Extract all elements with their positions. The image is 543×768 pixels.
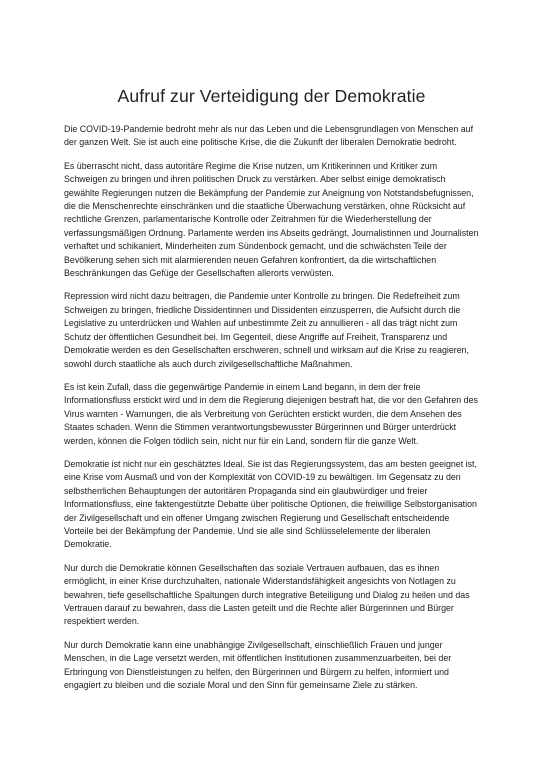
paragraph-1: Die COVID-19-Pandemie bedroht mehr als nur das Leben und die Lebensgrundlagen von Menschen auf der ganzen Welt. Sie ist auch eine politische Krise, die die Zukunft der liberalen Demokratie bedroht. [64, 124, 474, 148]
paragraph-7: Nur durch Demokratie kann eine unabhängige Zivilgesellschaft, einschließlich Frauen und junger Menschen, in die Lage versetzt werden, mit öffentlichen Institutionen zusammenzuarbeiten, bei der Erbringung von Dienstleistungen zu helfen, den Bürgerinnen und Bürgern zu helfen, informiert und engagiert zu bleiben und die soziale Moral und den Sinn für gemeinsame Ziele zu stärken. [64, 639, 452, 691]
paragraph-5: Demokratie ist nicht nur ein geschätztes Ideal. Sie ist das Regierungssystem, das am besten geeignet ist, eine Krise vom Ausmaß und von der Komplexität von COVID-19 zu bewältigen. Im Gegensatz zu den selbstherrlichen Behauptungen der autoritären Propaganda sind ein glaubwürdiger und freier Informationsfluss, eine faktengestützte Debatte über politische Optionen, die freiwillige Selbstorganisation der Zivilgesellschaft und ein offener Umgang zwischen Regierung und Gesellschaft entscheidende Vorteile bei der Bekämpfung der Pandemie. Und sie alle sind Schlüsselelemente der liberalen Demokratie. [64, 458, 477, 550]
paragraph-4: Es ist kein Zufall, dass die gegenwärtige Pandemie in einem Land begann, in dem der freie Informationsfluss erstickt wird und in dem die Regierung diejenigen bestraft hat, die vor den Gefahren des Virus warnten - Warnungen, die als Verbreitung von Gerüchten erstickt wurden, die dem Ansehen des Staates schaden. Wenn die Stimmen verantwortungsbewusster Bürgerinnen und Bürger unterdrückt werden, können die Folgen tödlich sein, nicht nur für ein Land, sondern für die ganze Welt. [64, 381, 478, 446]
paragraph-6: Nur durch die Demokratie können Gesellschaften das soziale Vertrauen aufbauen, das es ihnen ermöglicht, in einer Krise durchzuhalten, nationale Widerstandsfähigkeit angesichts von Notlagen zu bewahren, tiefe gesellschaftliche Spaltungen durch integrative Beteiligung und Dialog zu heilen und das Vertrauen darauf zu bewahren, dass die Lasten geteilt und die Rechte aller Bürgerinnen und Bürger respektiert werden. [64, 562, 470, 627]
paragraph-2: Es überrascht nicht, dass autoritäre Regime die Krise nutzen, um Kritikerinnen und Kritiker zum Schweigen zu bringen und ihren politischen Druck zu verstärken. Aber selbst einige demokratisch gewählte Regierungen nutzen die Bekämpfung der Pandemie zur Aneignung von Notstandsbefugnissen, die die Menschenrechte einschränken und die staatliche Überwachung verstärken, ohne Rücksicht auf rechtliche Grenzen, parlamentarische Kontrolle oder Zeitrahmen für die Wiederherstellung der verfassungsmäßigen Ordnung. Parlamente werden ins Abseits gedrängt, Journalistinnen und Journalisten verhaftet und schikaniert, Minderheiten zum Sündenbock gemacht, und die schwächsten Teile der Bevölkerung sehen sich mit alarmierenden neuen Gefahren konfrontiert, da die wirtschaftlichen Beschränkungen das Gefüge der Gesellschaften allerorts verwüsten. [64, 160, 479, 279]
document-title: Aufruf zur Verteidigung der Demokratie [117, 86, 426, 106]
paragraph-3: Repression wird nicht dazu beitragen, die Pandemie unter Kontrolle zu bringen. Die Redefreiheit zum Schweigen zu bringen, friedliche Dissidentinnen und Dissidenten einzusperren, die Aufsicht durch die Legislative zu unterdrücken und Wahlen auf unbestimmte Zeit zu annullieren - all das trägt nicht zum Schutz der öffentlichen Gesundheit bei. Im Gegenteil, diese Angriffe auf Freiheit, Transparenz und Demokratie werden es den Gesellschaften erschweren, schnell und wirksam auf die Krise zu reagieren, sowohl durch staatliche als auch durch zivilgesellschaftliche Maßnahmen. [64, 291, 470, 369]
